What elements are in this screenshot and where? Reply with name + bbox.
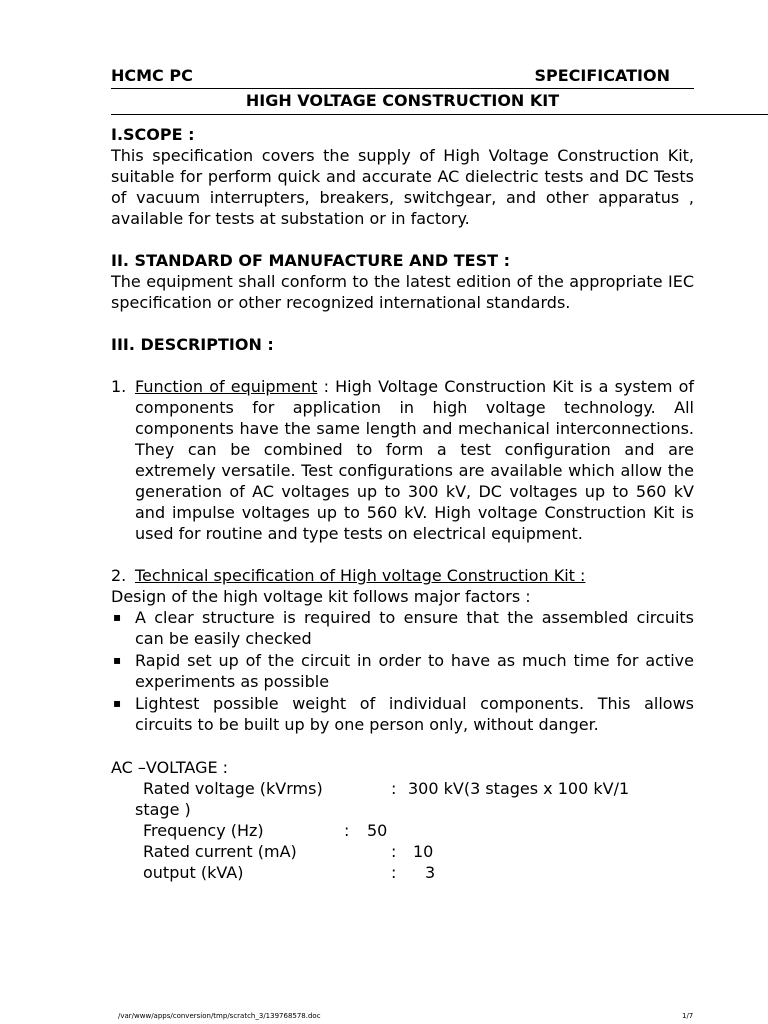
page-header: [111, 66, 694, 88]
output-value: 3: [425, 863, 436, 882]
standard-text: The equipment shall conform to the latest edition of the appropriate IEC specification or other recognized international standards.: [111, 272, 694, 312]
item-1-number: 1.: [111, 377, 127, 396]
bullet-icon: ▪: [113, 696, 122, 710]
output-row: [111, 862, 694, 883]
description-item-1: [111, 376, 694, 544]
output-label: output (kVA): [143, 863, 244, 882]
list-item: ▪ Lightest possible weight of individual components. This allows circuits to be built up by one person only, without danger.: [113, 694, 694, 734]
header-rule: [111, 88, 694, 89]
current-sep: :: [391, 842, 397, 861]
list-item: ▪ Rapid set up of the circuit in order to have as much time for active experiments as possible: [113, 651, 694, 691]
footer-page-number: 1/7: [682, 1012, 694, 1020]
footer-file-path: /var/www/apps/conversion/tmp/scratch_3/139768578.doc: [118, 1012, 321, 1020]
current-label: Rated current (mA): [143, 842, 297, 861]
item-2-number: 2.: [111, 566, 127, 585]
rated-voltage-row: [111, 778, 694, 799]
rated-voltage-label: Rated voltage (kVrms): [143, 779, 323, 798]
item-2-intro: Design of the high voltage kit follows major factors :: [111, 587, 531, 606]
ac-voltage-heading: AC –VOLTAGE :: [111, 758, 229, 777]
header-org: HCMC PC: [111, 66, 193, 85]
frequency-sep: :: [344, 821, 350, 840]
description-heading: III. DESCRIPTION :: [111, 335, 274, 354]
bullet-icon: ▪: [113, 653, 122, 667]
rated-voltage-cont-row: [111, 799, 694, 820]
bullet-icon: ▪: [113, 610, 122, 624]
standard-heading: II. STANDARD OF MANUFACTURE AND TEST :: [111, 251, 510, 270]
output-sep: :: [391, 863, 397, 882]
header-doc-type: SPECIFICATION: [534, 66, 670, 85]
item-2-title: Technical specification of High voltage Construction Kit :: [135, 566, 586, 585]
rated-voltage-cont: stage ): [135, 800, 191, 819]
scope-text: This specification covers the supply of High Voltage Construction Kit, suitable for perform quick and accurate AC dielectric tests and DC Tests of vacuum interrupters, breakers, switchgear, and other apparatus , available for tests at substation or in factory.: [111, 146, 694, 228]
frequency-value: 50: [367, 821, 388, 840]
item-1-text: : High Voltage Construction Kit is a system of components for application in high voltage technology. All components have the same length and mechanical interconnections. They can be combined to form a test configuration and are extremely versatile. Test configurations are available which allow the generation of AC voltages up to 300 kV, DC voltages up to 560 kV and impulse voltages up to 560 kV. High voltage Construction Kit is used for routine and type tests on electrical equipment.: [135, 377, 695, 543]
frequency-label: Frequency (Hz): [143, 821, 264, 840]
document-body: [111, 124, 694, 883]
scope-heading: I.SCOPE :: [111, 125, 195, 144]
description-item-2: [111, 565, 694, 586]
frequency-row: [111, 820, 694, 841]
rated-voltage-sep: :: [391, 779, 397, 798]
list-item: ▪ A clear structure is required to ensure that the assembled circuits can be easily checked: [113, 608, 694, 648]
document-title: HIGH VOLTAGE CONSTRUCTION KIT: [245, 91, 560, 110]
rated-voltage-value: 300 kV(3 stages x 100 kV/1: [408, 779, 630, 798]
title-rule: [111, 114, 768, 115]
item-1-title: Function of equipment: [135, 377, 318, 396]
current-value: 10: [413, 842, 434, 861]
current-row: [111, 841, 694, 862]
